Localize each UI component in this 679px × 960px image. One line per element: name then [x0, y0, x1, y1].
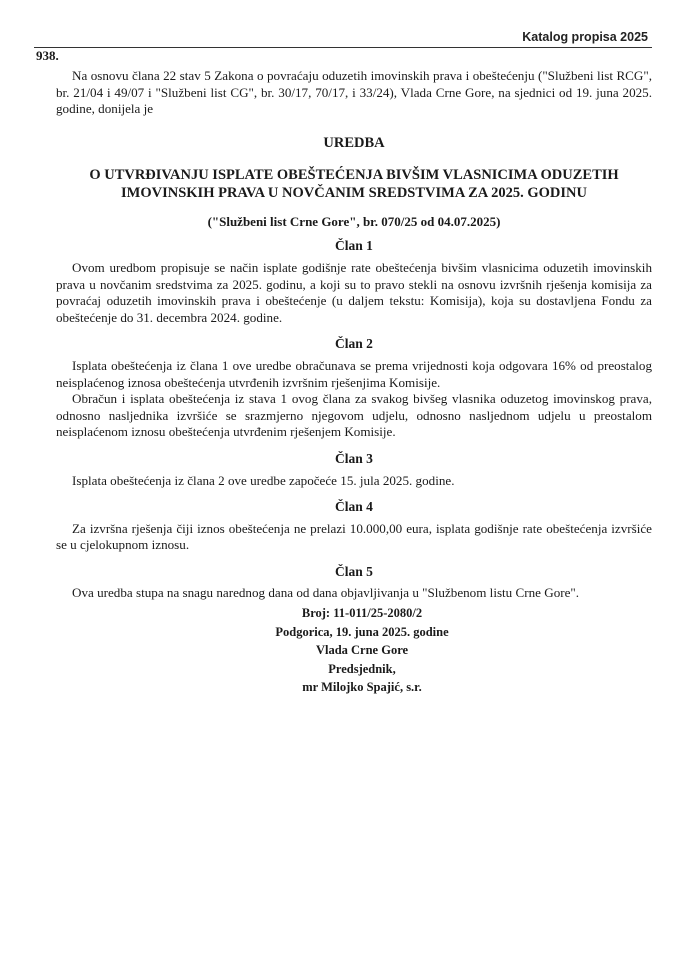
signature-block	[56, 604, 652, 697]
article-4-paragraph-1: Za izvršna rješenja čiji iznos obeštećenja ne prelazi 10.000,00 eura, isplata godišnje rate obeštećenja izvršiće se u cjelokupnom iznosu.	[56, 520, 652, 553]
gazette-reference: ("Službeni list Crne Gore", br. 070/25 od 04.07.2025)	[207, 213, 501, 229]
page-header	[34, 27, 652, 48]
article-2-heading: Član 2	[335, 336, 373, 352]
decree-subtitle: O UTVRĐIVANJU ISPLATE OBEŠTEĆENJA BIVŠIM VLASNICIMA ODUZETIH IMOVINSKIH PRAVA U NOVČANIM SREDSTVIMA ZA 2025. GODINU	[89, 166, 619, 201]
article-1-heading: Član 1	[335, 238, 373, 254]
article-4-heading: Član 4	[335, 499, 373, 515]
signature-role: Predsjednik,	[328, 661, 396, 676]
decree-title: UREDBA	[323, 134, 385, 151]
preamble: Na osnovu člana 22 stav 5 Zakona o povraćaju oduzetih imovinskih prava i obeštećenju ("Službeni list RCG", br. 21/04 i 49/07 i "Službeni list CG", br. 30/17, 70/17, i 33/24), Vlada Crne Gore, na sjednici od 19. juna 2025. godine, donijela je	[56, 68, 652, 117]
article-1-paragraph-1: Ovom uredbom propisuje se način isplate godišnje rate obeštećenja bivšim vlasnicima oduzetih imovinskih prava u novčanim sredstvima za 2025. godinu, a koji su to pravo stekli na osnovu izvršnih rješenja komisija za povraćaj oduzetih imovinskih prava i obeštećenje (u daljem tekstu: Komisija), koja su dostavljena Fondu za obeštećenje do 31. decembra 2024. godine.	[56, 259, 652, 325]
article-3-heading: Član 3	[335, 450, 373, 466]
article-2-paragraph-1: Isplata obeštećenja iz člana 1 ove uredbe obračunava se prema vrijednosti koja odgovara 16% od preostalog neisplaćenog iznosa obeštećenja utvrđenih izvršnim rješenjima Komisije.	[56, 357, 652, 390]
article-5-heading: Član 5	[335, 563, 373, 579]
article-5-paragraph-1: Ova uredba stupa na snagu narednog dana od dana objavljivanja u "Službenom listu Crne Gore".	[72, 585, 580, 601]
signature-number: Broj: 11-011/25-2080/2	[301, 606, 423, 621]
signature-government: Vlada Crne Gore	[315, 643, 409, 658]
article-2-paragraph-2: Obračun i isplata obeštećenja iz stava 1 ovog člana za svakog bivšeg vlasnika oduzetog imovinskog prava, odnosno nasljednika izvršiće se srazmjerno njegovom udjelu, odnosno nasljednom udjelu u preostalom neisplaćenom iznosu obeštećenja utvrđenim rješenjem Komisije.	[56, 391, 652, 440]
signature-name: mr Milojko Spajić, s.r.	[302, 680, 422, 695]
article-3-paragraph-1: Isplata obeštećenja iz člana 2 ove uredbe započeće 15. jula 2025. godine.	[72, 472, 455, 488]
catalog-label: Katalog propisa 2025	[522, 30, 648, 44]
document-number: 938.	[36, 48, 59, 63]
document-body	[56, 68, 652, 697]
signature-place-date: Podgorica, 19. juna 2025. godine	[275, 624, 449, 639]
